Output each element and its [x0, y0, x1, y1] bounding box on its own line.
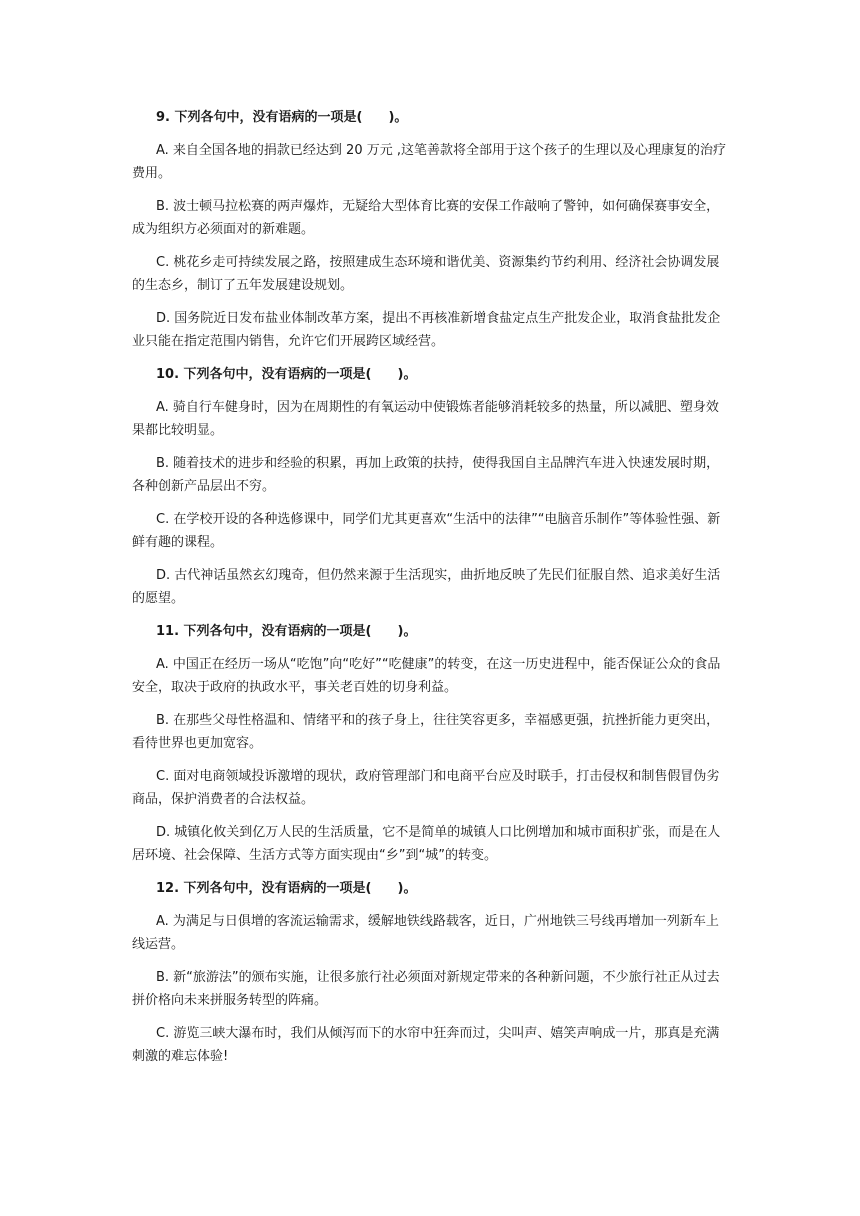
option-b: B. 波士顿马拉松赛的两声爆炸，无疑给大型体育比赛的安保工作敲响了警钟，如何确保赛事安全，成为组织方必须面对的新难题。 [132, 199, 720, 237]
question-12 [0, 877, 860, 1068]
option-b: B. 在那些父母性格温和、情绪平和的孩子身上，往往笑容更多，幸福感更强，抗挫折能力更突出，看待世界也更加宽容。 [132, 713, 720, 751]
option-c: C. 面对电商领域投诉激增的现状，政府管理部门和电商平台应及时联手，打击侵权和制售假冒伪劣商品，保护消费者的合法权益。 [132, 769, 720, 807]
question-9 [0, 0, 860, 353]
option-b: B. 随着技术的进步和经验的积累，再加上政策的扶持，使得我国自主品牌汽车进入快速发展时期，各种创新产品层出不穷。 [132, 456, 720, 494]
option-c: C. 游览三峡大瀑布时，我们从倾泻而下的水帘中狂奔而过，尖叫声、嬉笑声响成一片，那真是充满刺激的难忘体验! [132, 1026, 720, 1064]
question-11 [0, 620, 860, 867]
option-a: A. 来自全国各地的捐款已经达到 20 万元 ,这笔善款将全部用于这个孩子的生理以及心理康复的治疗费用。 [132, 143, 727, 181]
question-10 [0, 363, 860, 610]
option-c: C. 在学校开设的各种选修课中，同学们尤其更喜欢“生活中的法律”“电脑音乐制作”等体验性强、新鲜有趣的课程。 [132, 512, 721, 550]
option-d: D. 古代神话虽然玄幻瑰奇，但仍然来源于生活现实，曲折地反映了先民们征服自然、追求美好生活的愿望。 [132, 568, 721, 606]
question-stem: 10. 下列各句中，没有语病的一项是( )。 [156, 367, 417, 382]
option-b: B. 新“旅游法”的颁布实施，让很多旅行社必须面对新规定带来的各种新问题，不少旅行社正从过去拼价格向未来拼服务转型的阵痛。 [132, 970, 720, 1008]
option-a: A. 为满足与日俱增的客流运输需求，缓解地铁线路载客，近日，广州地铁三号线再增加一列新车上线运营。 [132, 914, 719, 952]
option-a: A. 中国正在经历一场从“吃饱”向“吃好”“吃健康”的转变，在这一历史进程中，能否保证公众的食品安全，取决于政府的执政水平，事关老百姓的切身利益。 [132, 657, 721, 695]
question-stem: 12. 下列各句中，没有语病的一项是( )。 [156, 881, 417, 896]
option-d: D. 国务院近日发布盐业体制改革方案，提出不再核准新增食盐定点生产批发企业，取消食盐批发企业只能在指定范围内销售，允许它们开展跨区域经营。 [132, 311, 721, 349]
option-d: D. 城镇化攸关到亿万人民的生活质量，它不是简单的城镇人口比例增加和城市面积扩张，而是在人居环境、社会保障、生活方式等方面实现由“乡”到“城”的转变。 [132, 825, 721, 863]
question-stem: 9. 下列各句中，没有语病的一项是( )。 [156, 110, 408, 125]
question-stem: 11. 下列各句中，没有语病的一项是( )。 [156, 624, 417, 639]
option-c: C. 桃花乡走可持续发展之路，按照建成生态环境和谐优美、资源集约节约利用、经济社会协调发展的生态乡，制订了五年发展建设规划。 [132, 255, 720, 293]
option-a: A. 骑自行车健身时，因为在周期性的有氧运动中使锻炼者能够消耗较多的热量，所以减肥、塑身效果都比较明显。 [132, 400, 719, 438]
